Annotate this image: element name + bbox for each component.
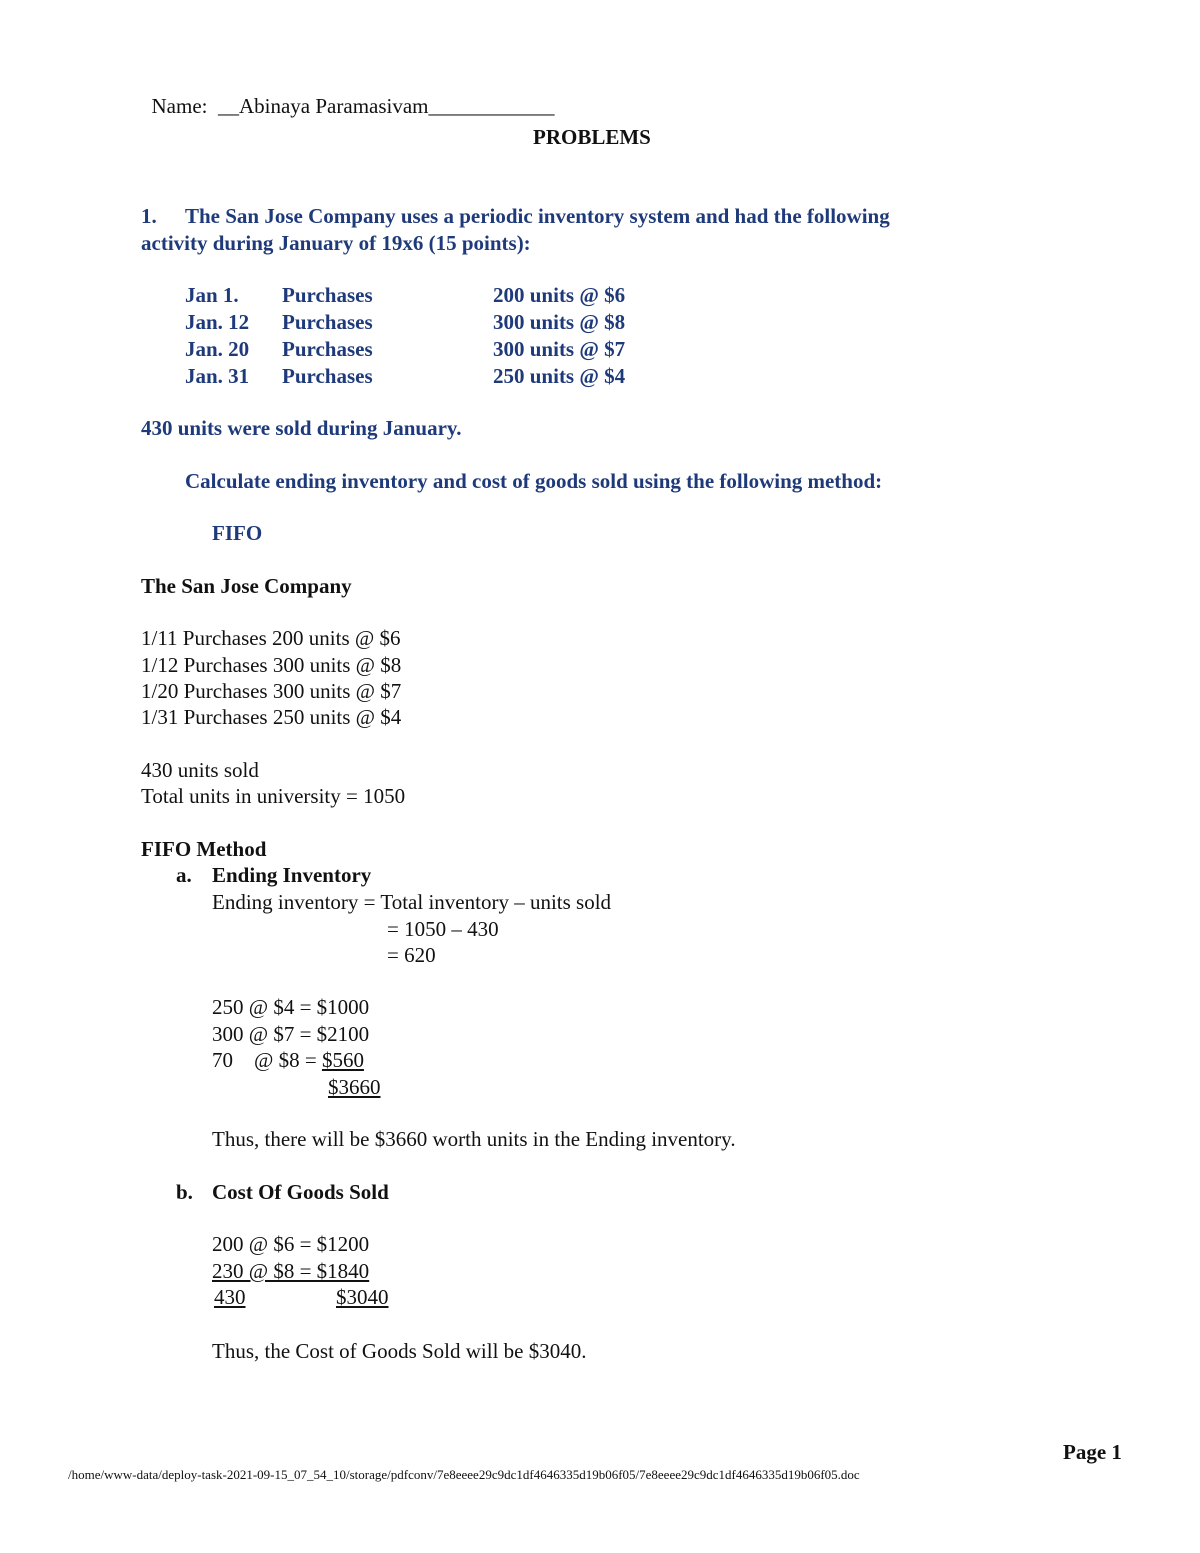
problem-method: FIFO [212,521,263,545]
name-line [141,75,555,117]
purchase-line: 1/11 Purchases 200 units @ $6 [141,626,401,650]
ending-line3-value: $560 [321,1048,364,1072]
ending-line [212,1050,364,1071]
problem-row-date: Jan 1. [185,283,239,307]
cogs-conclusion: Thus, the Cost of Goods Sold will be $3040. [212,1339,587,1363]
problem-row-detail: 300 units @ $7 [493,337,626,361]
cogs-marker: b. [176,1180,193,1204]
problem-row-type: Purchases [282,337,373,361]
page-number: Page 1 [1063,1440,1122,1464]
name-value: Abinaya Paramasivam [238,94,429,118]
problem-text-line1: The San Jose Company uses a periodic inventory system and had the following [185,204,890,228]
purchase-line: 1/12 Purchases 300 units @ $8 [141,653,402,677]
problem-row-date: Jan. 31 [185,364,250,388]
name-prefix: __ [217,94,239,118]
problem-number: 1. [141,204,157,228]
ending-marker: a. [176,863,192,887]
cogs-line: 200 @ $6 = $1200 [212,1232,370,1256]
ending-total: $3660 [328,1075,381,1099]
ending-line: 300 @ $7 = $2100 [212,1022,370,1046]
name-suffix: ____________ [428,94,555,118]
purchase-line: 1/31 Purchases 250 units @ $4 [141,705,402,729]
problem-row-detail: 200 units @ $6 [493,283,626,307]
problem-row-date: Jan. 12 [185,310,250,334]
ending-step2: = 620 [387,943,436,967]
cogs-heading: Cost Of Goods Sold [212,1180,389,1204]
file-path: /home/www-data/deploy-task-2021-09-15_07_54_10/storage/pdfconv/7e8eeee29c9dc1df4646335d19b06f05/7e8eeee29c9dc1df4646335d19b06f05.doc [68,1467,860,1482]
problem-row-type: Purchases [282,310,373,334]
ending-line: 250 @ $4 = $1000 [212,995,370,1019]
ending-conclusion: Thus, there will be $3660 worth units in the Ending inventory. [212,1127,736,1151]
problem-sold: 430 units were sold during January. [141,416,462,440]
cogs-total-units: 430 [214,1285,246,1309]
ending-heading: Ending Inventory [212,863,372,887]
ending-step1: = 1050 – 430 [387,917,499,941]
ending-formula: Ending inventory = Total inventory – units sold [212,890,612,914]
total-units: Total units in university = 1050 [141,784,406,808]
purchase-line: 1/20 Purchases 300 units @ $7 [141,679,402,703]
method-heading: FIFO Method [141,837,267,861]
cogs-total-value: $3040 [336,1285,389,1309]
problem-row-type: Purchases [282,364,373,388]
name-label: Name: [151,94,208,118]
problem-row-type: Purchases [282,283,373,307]
problem-row-detail: 300 units @ $8 [493,310,626,334]
problem-text-line2: activity during January of 19x6 (15 points): [141,231,531,255]
problem-row-detail: 250 units @ $4 [493,364,626,388]
cogs-line: 230 @ $8 = $1840 [212,1259,370,1283]
page-title: PROBLEMS [533,125,651,149]
problem-instruction: Calculate ending inventory and cost of goods sold using the following method: [185,469,883,493]
ending-line3-prefix: 70 @ $8 = [212,1048,322,1072]
problem-row-date: Jan. 20 [185,337,250,361]
company-heading: The San Jose Company [141,574,352,598]
units-sold: 430 units sold [141,758,259,782]
